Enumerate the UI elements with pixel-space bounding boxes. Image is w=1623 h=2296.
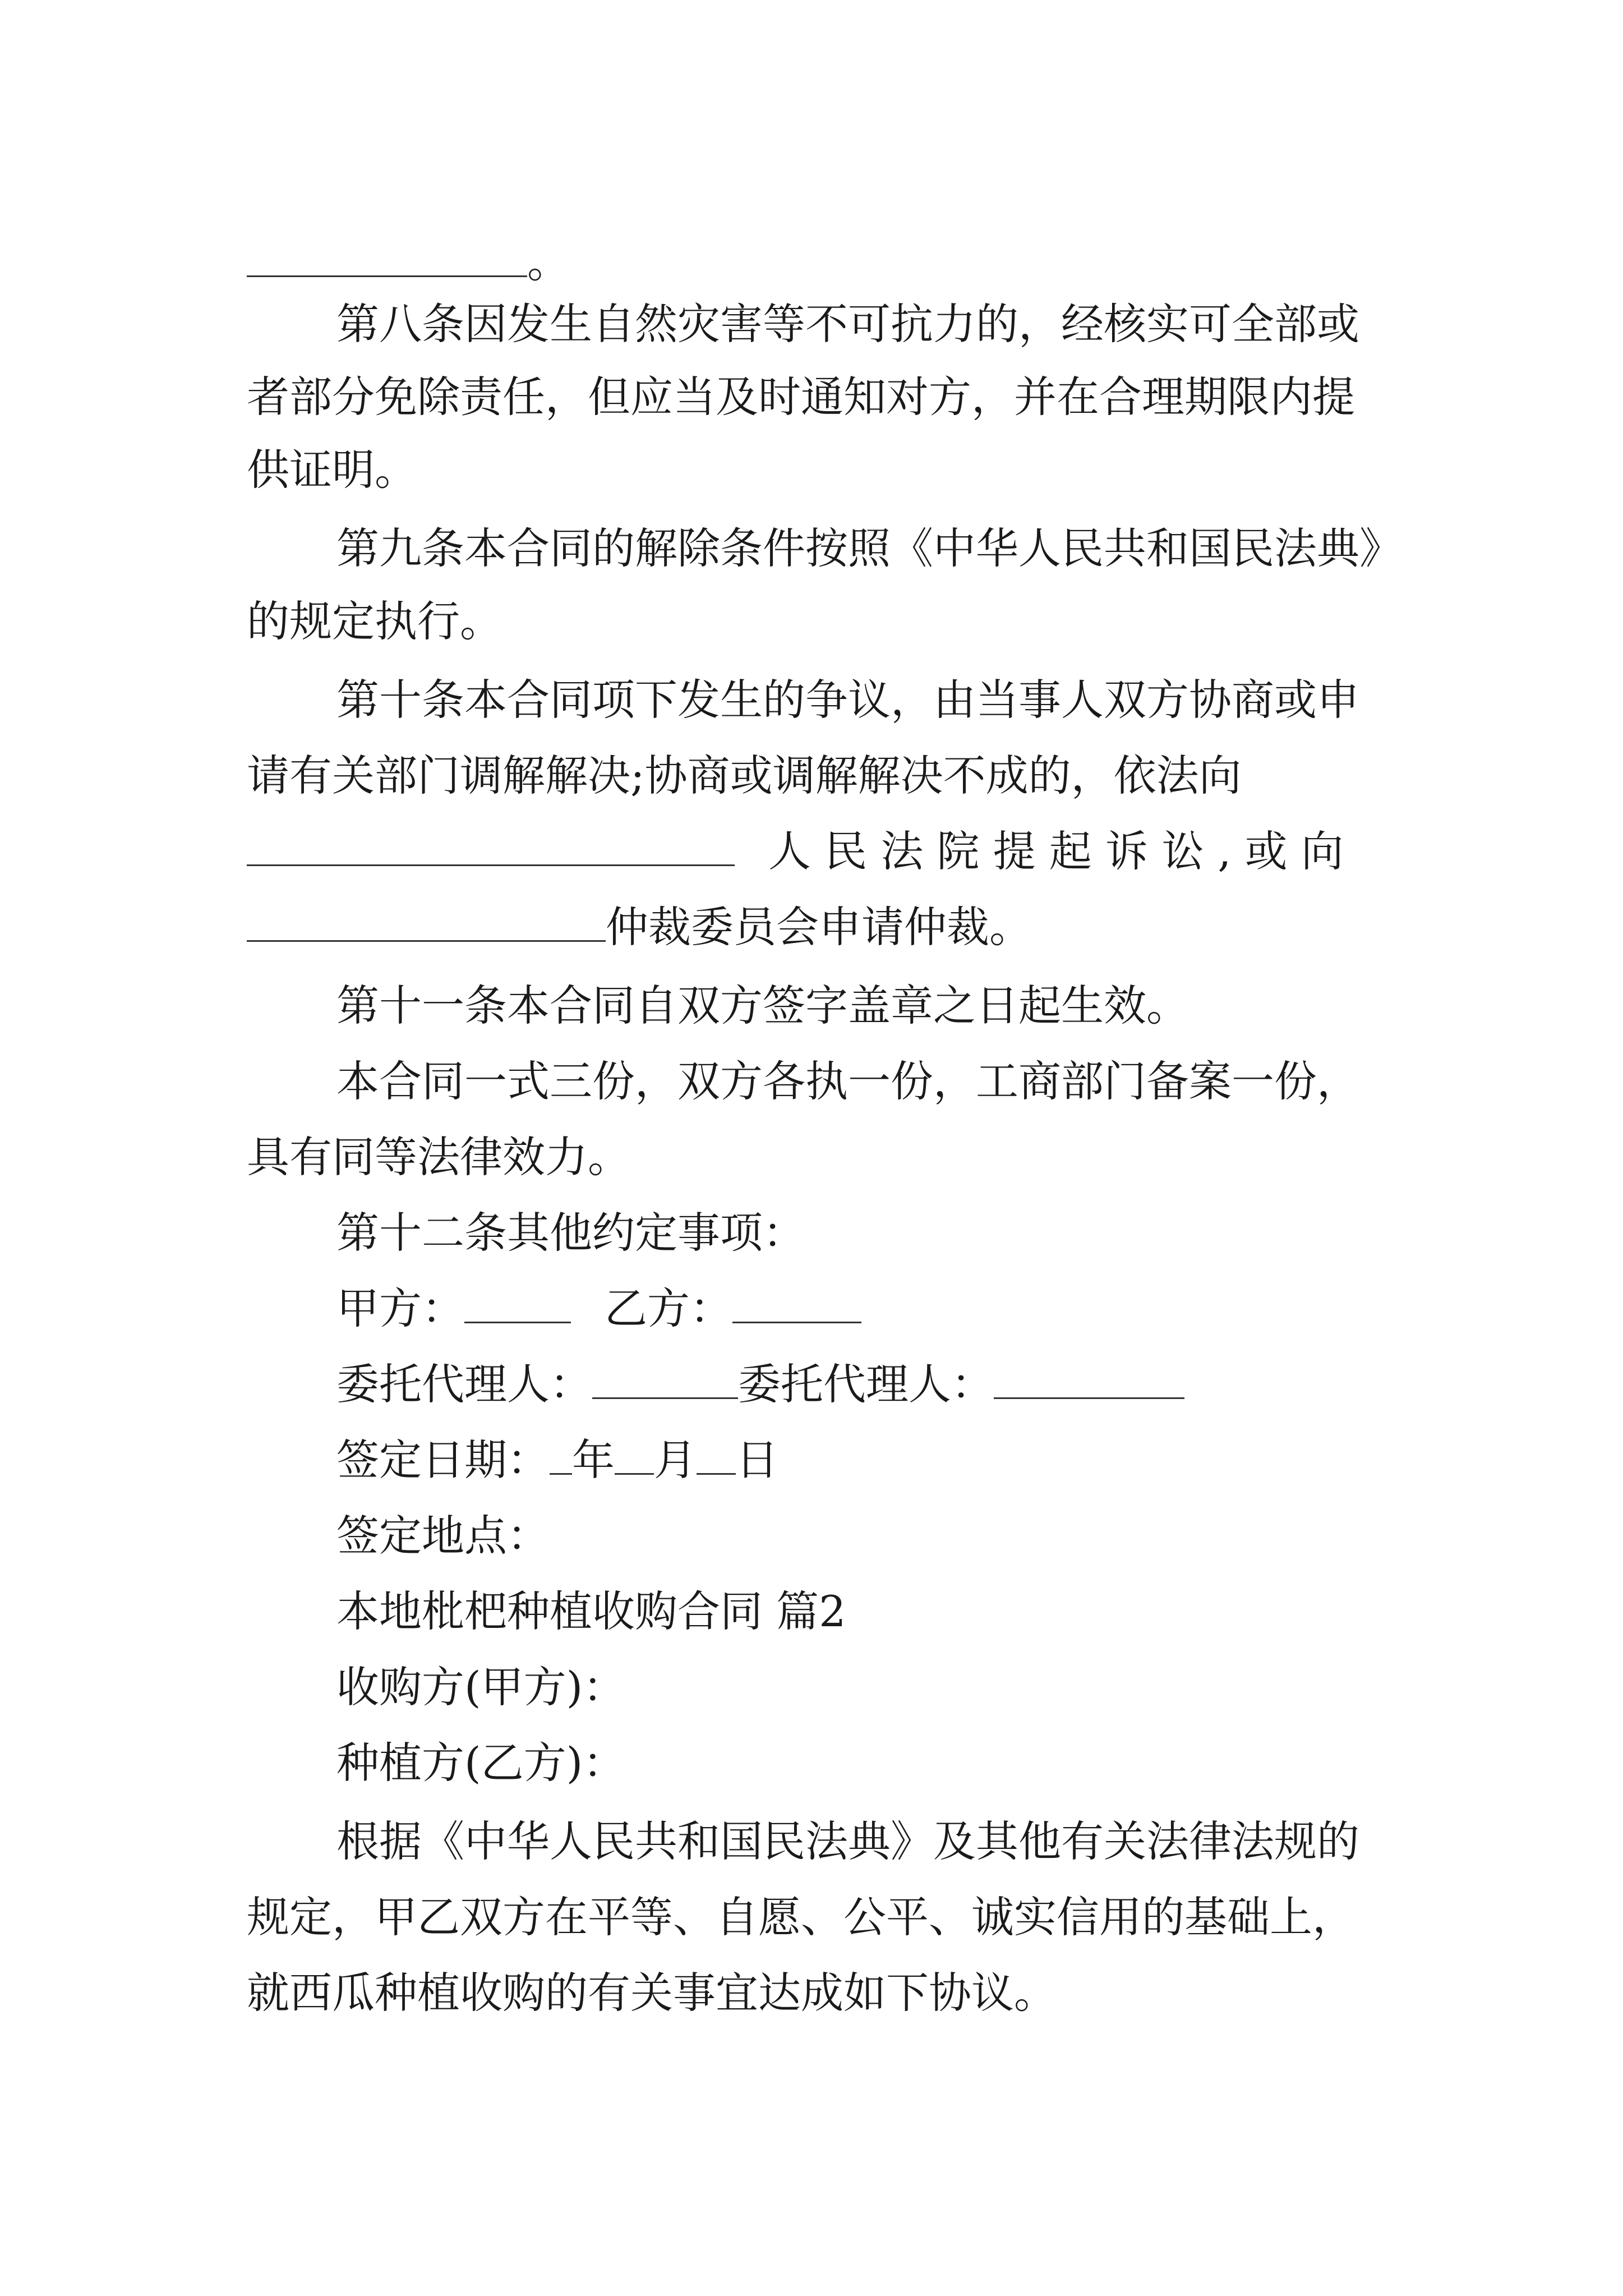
preamble-line-3: 就西瓜种植收购的有关事宜达成如下协议。 bbox=[247, 1968, 1057, 2018]
arbitration-blank bbox=[247, 909, 606, 942]
month-blank bbox=[615, 1442, 654, 1475]
article-10-line-1: 第十条本合同项下发生的争议，由当事人双方协商或申 bbox=[336, 675, 1359, 725]
article-8-line-2: 者部分免除责任，但应当及时通知对方，并在合理期限内提 bbox=[247, 372, 1355, 422]
line-1 bbox=[247, 236, 1391, 289]
place-line: 签定地点： bbox=[336, 1511, 550, 1561]
month-label: 月 bbox=[654, 1435, 697, 1485]
day-label: 日 bbox=[736, 1435, 778, 1485]
court-blank bbox=[247, 833, 735, 866]
text: 。 bbox=[527, 237, 570, 287]
party-b-blank bbox=[732, 1290, 861, 1323]
text: 人 民 法 院 提 起 诉 讼 , 或 向 bbox=[768, 826, 1344, 876]
article-11: 第十一条本合同自双方签字盖章之日起生效。 bbox=[336, 981, 1189, 1030]
year-blank bbox=[550, 1442, 572, 1475]
copies-line-2: 具有同等法律效力。 bbox=[247, 1132, 630, 1182]
grower-line: 种植方(乙方)： bbox=[336, 1738, 626, 1788]
article-9-line-2: 的规定执行。 bbox=[247, 596, 502, 646]
agent-b-label: 委托代理人： bbox=[738, 1359, 994, 1409]
article-8-line-3: 供证明。 bbox=[247, 445, 417, 495]
text: 仲裁委员会申请仲裁。 bbox=[606, 902, 1032, 952]
date-line bbox=[336, 1433, 1391, 1487]
party-line bbox=[336, 1282, 1391, 1336]
agent-line bbox=[336, 1358, 1391, 1411]
year-label: 年 bbox=[572, 1435, 615, 1485]
article-8-line-1: 第八条因发生自然灾害等不可抗力的，经核实可全部或 bbox=[336, 299, 1359, 349]
article-12: 第十二条其他约定事项： bbox=[336, 1208, 805, 1258]
agent-b-blank bbox=[994, 1366, 1184, 1399]
agent-a-label: 委托代理人： bbox=[336, 1359, 592, 1409]
article-10-line-4 bbox=[247, 900, 1391, 954]
article-10-line-3 bbox=[247, 825, 1391, 878]
buyer-line: 收购方(甲方)： bbox=[336, 1662, 626, 1712]
blank-line bbox=[247, 244, 527, 277]
agent-a-blank bbox=[592, 1366, 738, 1399]
article-9-line-1: 第九条本合同的解除条件按照《中华人民共和国民法典》 bbox=[336, 523, 1402, 573]
section-title: 本地枇杷种植收购合同 篇2 bbox=[336, 1586, 846, 1636]
preamble-line-2: 规定，甲乙双方在平等、自愿、公平、诚实信用的基础上， bbox=[247, 1892, 1355, 1942]
party-a-blank bbox=[464, 1290, 571, 1323]
party-b-label: 乙方： bbox=[605, 1283, 732, 1333]
day-blank bbox=[697, 1442, 736, 1475]
article-10-line-2: 请有关部门调解解决;协商或调解解决不成的，依法向 bbox=[247, 751, 1242, 800]
date-label: 签定日期： bbox=[336, 1435, 550, 1485]
preamble-line-1: 根据《中华人民共和国民法典》及其他有关法律法规的 bbox=[336, 1816, 1359, 1866]
copies-line-1: 本合同一式三份，双方各执一份，工商部门备案一份， bbox=[336, 1056, 1359, 1106]
party-a-label: 甲方： bbox=[336, 1283, 464, 1333]
